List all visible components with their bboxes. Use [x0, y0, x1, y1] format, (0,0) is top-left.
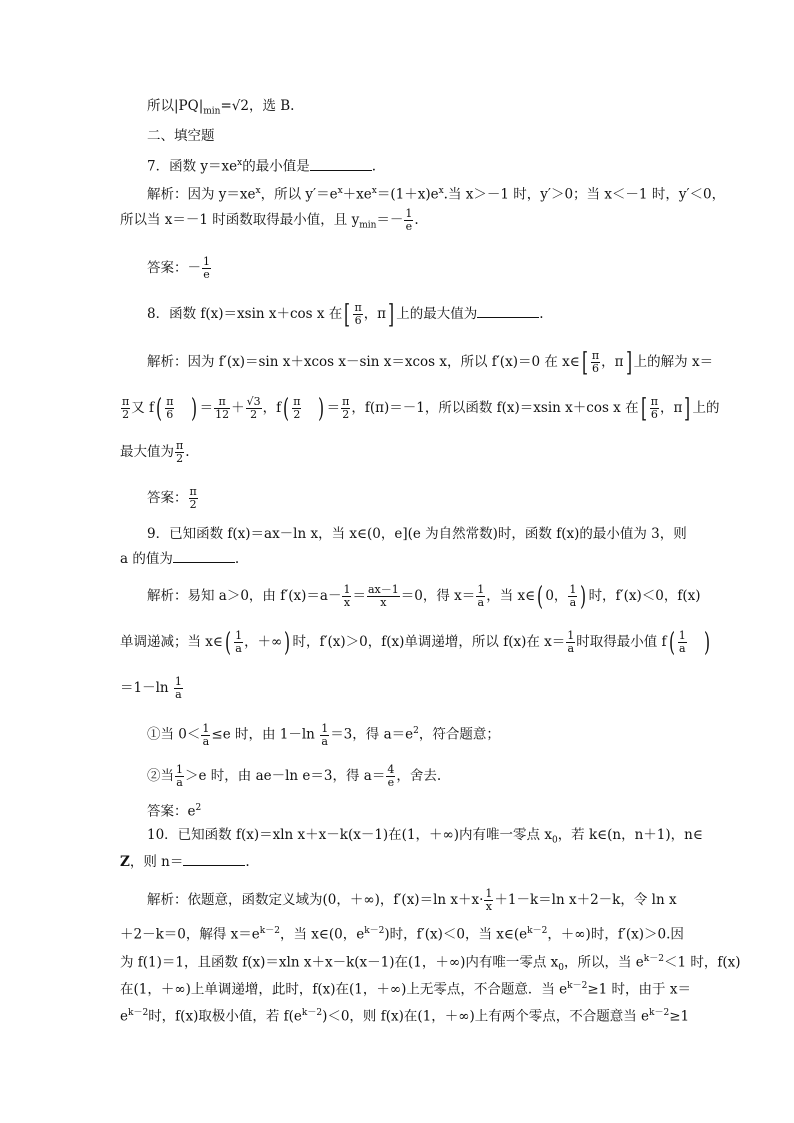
math-fragment: [ — [344, 299, 351, 330]
solution-8-line-3: 最大值为 $\frac{\pi}{2}$ . — [120, 439, 190, 465]
math-fragment: 2 — [342, 408, 350, 421]
text-fragment: 解析：依题意，函数定义域为(0，＋∞)，f′(x)＝ln x＋x· — [147, 892, 484, 908]
math-fragment: a — [678, 642, 686, 655]
text-fragment: 又 f — [131, 400, 155, 416]
math-fragment: 6 — [354, 314, 362, 327]
answer-9 — [147, 799, 201, 821]
math-fragment: 2 — [195, 803, 202, 813]
fraction — [174, 676, 183, 701]
math-fragment: √3 — [246, 395, 261, 408]
solution-10-line-3 — [120, 950, 741, 977]
fraction — [591, 350, 600, 375]
text-fragment: ＝3，得 a＝e — [330, 726, 414, 743]
text-fragment: 时，f′(x)＞0，f(x)单调递增，所以 f(x)在 x＝ — [292, 634, 566, 650]
math-fragment: 1 — [678, 629, 686, 642]
text-fragment: 为 f(1)＝1，且函数 f(x)＝xln x＋x－k(x－1)在(1，＋∞)内有唯一零点 x — [120, 954, 559, 971]
math-fragment: 1 — [203, 255, 210, 268]
math-fragment: k－2 — [259, 926, 280, 936]
text-fragment: 单调递减；当 x∈ — [120, 634, 223, 650]
text-fragment: － — [187, 260, 201, 276]
math-fragment: ) — [284, 627, 291, 658]
text-fragment: 10．已知函数 f(x)＝xln x＋x－k(x－1)在(1，＋∞)内有唯一零点 x — [147, 827, 552, 843]
text-fragment: ，f — [262, 400, 282, 416]
text-fragment: . — [371, 158, 376, 175]
text-fragment: Z — [120, 854, 130, 870]
text-fragment: 8．函数 f(x)＝xsin x＋cos x 在 — [147, 306, 343, 322]
math-fragment: ( — [283, 393, 290, 424]
fraction — [165, 396, 174, 421]
math-fragment: x — [485, 900, 493, 913]
text-fragment: ＝(1＋x)e — [376, 186, 439, 203]
math-fragment: ] — [684, 393, 691, 424]
text-fragment: 在(1，＋∞)上单调递增，此时，f(x)在(1，＋∞)上无零点，不合题意．当 e — [120, 981, 568, 998]
text-fragment: ＝1－ln — [120, 680, 169, 696]
text-fragment: ＋ — [231, 400, 245, 416]
text-fragment: ，＋∞)时，f′(x)＞0.因 — [547, 926, 684, 943]
question-8: 8．函数 f(x)＝xsin x＋cos x 在[ $\frac{\pi}{6}$ ，π] 上的最大值为 . — [147, 299, 544, 330]
solution-8-line-1 — [147, 347, 714, 378]
math-fragment: 1 — [477, 583, 485, 596]
math-fragment: π — [176, 439, 184, 452]
math-fragment: a — [175, 688, 182, 701]
math-fragment: 0 — [551, 835, 558, 846]
question-9-line-1 — [147, 525, 687, 543]
math-fragment: ] — [625, 347, 632, 378]
math-fragment: 12 — [215, 408, 230, 421]
math-fragment: ( — [537, 581, 544, 612]
text-fragment: ，则 n＝ — [129, 854, 184, 870]
math-fragment: e — [405, 220, 413, 233]
fraction — [476, 584, 485, 609]
text-fragment: ②当 — [147, 768, 174, 784]
math-fragment: ) — [318, 393, 325, 424]
fraction — [234, 630, 243, 655]
math-fragment: a — [477, 596, 485, 609]
solution-9-line-2 — [120, 627, 712, 658]
math-fragment: 1 — [321, 721, 329, 735]
fraction — [292, 396, 301, 421]
math-fragment: π — [342, 395, 350, 408]
math-fragment: [ — [581, 347, 588, 378]
text-fragment: ≥1 时，由于 x＝ — [587, 981, 691, 998]
math-fragment: π — [166, 395, 174, 408]
text-fragment: . — [245, 854, 250, 870]
solution-10-line-5 — [120, 1004, 689, 1026]
math-fragment: k－2 — [643, 954, 664, 964]
math-fragment: min — [203, 106, 221, 117]
math-fragment: ( — [156, 393, 163, 424]
fraction — [214, 396, 230, 421]
text-fragment: ，π — [363, 306, 387, 322]
math-fragment: x — [343, 596, 351, 609]
math-fragment: k－2 — [527, 926, 548, 936]
text-fragment: 答案：e — [147, 803, 196, 820]
math-fragment: π — [354, 301, 362, 314]
solution-9-line-1 — [147, 581, 701, 612]
text-fragment: ①当 0＜ — [147, 726, 201, 743]
math-fragment: min — [359, 220, 377, 231]
fraction — [320, 723, 329, 748]
fraction — [342, 584, 351, 609]
math-fragment: a — [569, 596, 577, 609]
answer-7 — [147, 256, 212, 281]
math-fragment: 6 — [650, 408, 658, 421]
math-fragment: [ — [640, 393, 647, 424]
text-fragment: 时，f(x)取极小值，若 f(e — [148, 1008, 302, 1025]
fraction — [566, 630, 575, 655]
math-fragment: a — [321, 734, 328, 748]
math-fragment: k－2 — [364, 926, 385, 936]
fraction — [189, 486, 198, 511]
math-fragment: 2 — [122, 408, 130, 421]
text-fragment: 答案： — [147, 490, 188, 506]
answer-8 — [147, 486, 199, 511]
fraction — [568, 584, 577, 609]
math-fragment: k－2 — [567, 981, 588, 991]
text-fragment: )时，f′(x)＜0，当 x∈(e — [384, 926, 528, 943]
text-fragment: ，当 x∈(0，e — [279, 926, 365, 943]
text-fragment: ，π — [659, 400, 683, 416]
math-fragment: ] — [388, 299, 395, 330]
solution-9-case-1 — [147, 722, 500, 748]
math-fragment: k－2 — [649, 1008, 670, 1018]
math-fragment: 1 — [174, 675, 182, 688]
solution-10-line-2 — [120, 922, 684, 944]
text-fragment: ＝ — [326, 400, 341, 416]
fraction — [175, 440, 184, 465]
text-fragment: ＝ — [352, 588, 366, 604]
solution-7-line-1 — [147, 182, 725, 204]
math-fragment: 2 — [189, 498, 197, 511]
text-fragment: ＋1－k＝ln x＋2－k，令 ln x — [494, 892, 677, 908]
question-10-line-2 — [120, 852, 250, 871]
text-line — [147, 97, 294, 121]
math-fragment: 1 — [485, 887, 493, 900]
fraction — [246, 396, 262, 421]
math-fragment: π — [650, 395, 658, 408]
math-fragment: a — [235, 642, 242, 655]
text-fragment: ，π — [601, 354, 624, 370]
math-fragment: ) — [580, 581, 587, 612]
solution-9-line-3 — [120, 676, 184, 701]
question-9-line-2: a 的值为 . — [120, 551, 240, 567]
text-fragment: ＝－ — [376, 212, 404, 228]
math-fragment: x — [337, 186, 343, 196]
math-fragment: x — [371, 186, 377, 196]
math-fragment: 2 — [250, 408, 258, 421]
text-fragment: ，符合题意； — [418, 726, 500, 743]
text-fragment: =√2，选 B. — [220, 98, 295, 114]
answer-blank — [183, 852, 245, 866]
answer-blank — [477, 304, 539, 318]
text-fragment: a 的值为 — [120, 551, 173, 567]
fraction — [175, 764, 184, 789]
math-fragment: 1 — [343, 583, 351, 596]
fraction — [678, 630, 687, 655]
math-fragment: 0 — [558, 963, 565, 974]
text-fragment: ，若 k∈(n，n＋1)，n∈ — [557, 827, 703, 843]
math-fragment: ) — [191, 393, 198, 424]
solution-10-line-4 — [120, 977, 691, 999]
fraction — [353, 302, 362, 327]
math-fragment: 1 — [405, 207, 413, 220]
answer-blank — [310, 157, 372, 171]
math-fragment: x — [380, 596, 387, 609]
math-fragment: π — [591, 349, 600, 362]
text-fragment: 解析：易知 a＞0，由 f′(x)＝a－ — [147, 588, 342, 604]
math-fragment: π — [122, 395, 130, 408]
math-fragment: ( — [224, 627, 232, 658]
text-fragment: ＋2－k＝0，解得 x＝e — [120, 926, 260, 943]
solution-8-line-2 — [120, 393, 720, 424]
text-fragment: 最大值为 — [120, 444, 174, 460]
question-10-line-1 — [147, 826, 703, 850]
fraction — [367, 584, 400, 609]
math-fragment: 1 — [569, 583, 577, 596]
math-fragment: k－2 — [128, 1008, 149, 1018]
answer-blank — [173, 549, 235, 563]
text-fragment: 解析：因为 f′(x)＝sin x＋xcos x－sin x＝xcos x，所以 f′(x)＝0 在 x∈ — [147, 354, 580, 370]
math-fragment: 2 — [176, 452, 184, 465]
math-fragment: 1 — [567, 629, 575, 642]
math-fragment: 6 — [592, 362, 600, 375]
text-fragment: ，所以 y′＝e — [260, 186, 338, 203]
text-fragment: ＜1 时，f(x) — [663, 954, 741, 971]
math-fragment: a — [202, 734, 210, 748]
text-fragment: ，f(π)＝－1，所以函数 f(x)＝xsin x＋cos x 在 — [351, 400, 639, 416]
fraction — [484, 888, 493, 913]
math-fragment: 1 — [202, 721, 210, 735]
math-fragment: π — [293, 395, 301, 408]
question-7 — [147, 154, 376, 176]
text-fragment: 解析：因为 y＝xe — [147, 186, 256, 203]
text-fragment: ，当 x∈ — [486, 588, 536, 604]
fraction — [202, 256, 211, 281]
math-fragment: x — [255, 186, 261, 196]
solution-9-case-2 — [147, 764, 441, 789]
text-fragment: 0， — [545, 588, 568, 604]
text-fragment: ＝0，得 x＝ — [400, 588, 476, 604]
text-fragment: 时，f′(x)＜0，f(x) — [588, 588, 701, 604]
math-fragment: ax－1 — [367, 583, 399, 596]
text-fragment: ，＋∞ — [244, 634, 283, 650]
text-fragment: 所以当 x＝－1 时函数取得最小值，且 y — [120, 212, 360, 228]
math-fragment: e — [387, 776, 395, 789]
text-fragment: ≤e 时，由 1－ln — [211, 726, 315, 743]
math-fragment: 1 — [176, 763, 183, 776]
math-fragment: 2 — [293, 408, 301, 421]
text-fragment: ＞e 时，由 ae－ln e＝3，得 a＝ — [185, 768, 386, 784]
text-fragment: )＜0，则 f(x)在(1，＋∞)上有两个零点，不合题意当 e — [322, 1008, 650, 1025]
math-fragment: e — [203, 268, 210, 281]
fraction — [341, 396, 350, 421]
text-fragment: ，所以，当 e — [564, 954, 644, 971]
text-fragment: 9．已知函数 f(x)＝ax－ln x，当 x∈(0，e](e 为自然常数)时，函数 f(x)的最小值为 3，则 — [147, 526, 687, 542]
text-fragment: ≥1 — [669, 1008, 690, 1025]
fraction — [386, 764, 395, 789]
text-fragment: 答案： — [147, 260, 188, 276]
text-fragment: ＋xe — [342, 186, 372, 203]
math-fragment: ) — [703, 627, 710, 658]
math-fragment: ( — [668, 627, 675, 658]
text-fragment: 上的最大值为 — [396, 306, 478, 322]
text-fragment: 时取得最小值 f — [576, 634, 667, 650]
fraction — [404, 208, 413, 233]
fraction — [201, 723, 210, 748]
text-fragment: 上的解为 x＝ — [633, 354, 714, 370]
text-fragment: ＝ — [199, 400, 214, 416]
text-fragment: .当 x＞－1 时，y′＞0；当 x＜－1 时，y′＜0， — [443, 186, 726, 203]
text-fragment: 上的 — [692, 400, 720, 416]
math-fragment: a — [176, 776, 183, 789]
math-fragment: x — [438, 186, 444, 196]
math-fragment: 1 — [235, 629, 243, 642]
solution-7-line-2: 所以当 x＝－1 时函数取得最小值，且 $y_{min}=-$ $\frac{1}{e}$ . — [120, 207, 419, 233]
math-fragment: a — [567, 642, 575, 655]
text-fragment: ，舍去. — [396, 768, 442, 784]
math-fragment: π — [214, 396, 230, 409]
solution-10-line-1 — [147, 888, 677, 913]
math-fragment: k－2 — [301, 1008, 323, 1018]
math-fragment: 6 — [166, 408, 174, 421]
fraction — [650, 396, 659, 421]
text-fragment: 7．函数 y＝xe — [147, 158, 238, 175]
math-fragment: 2 — [413, 726, 419, 736]
math-fragment: x — [237, 158, 243, 168]
math-fragment: 4 — [387, 763, 395, 776]
fraction — [121, 396, 130, 421]
text-fragment: 的最小值是 — [242, 158, 310, 175]
text-fragment: 二、填空题 — [147, 128, 215, 144]
math-fragment: π — [189, 485, 197, 498]
text-fragment: 所以|PQ| — [147, 98, 204, 114]
section-heading — [147, 127, 215, 145]
text-fragment: e — [120, 1008, 128, 1025]
